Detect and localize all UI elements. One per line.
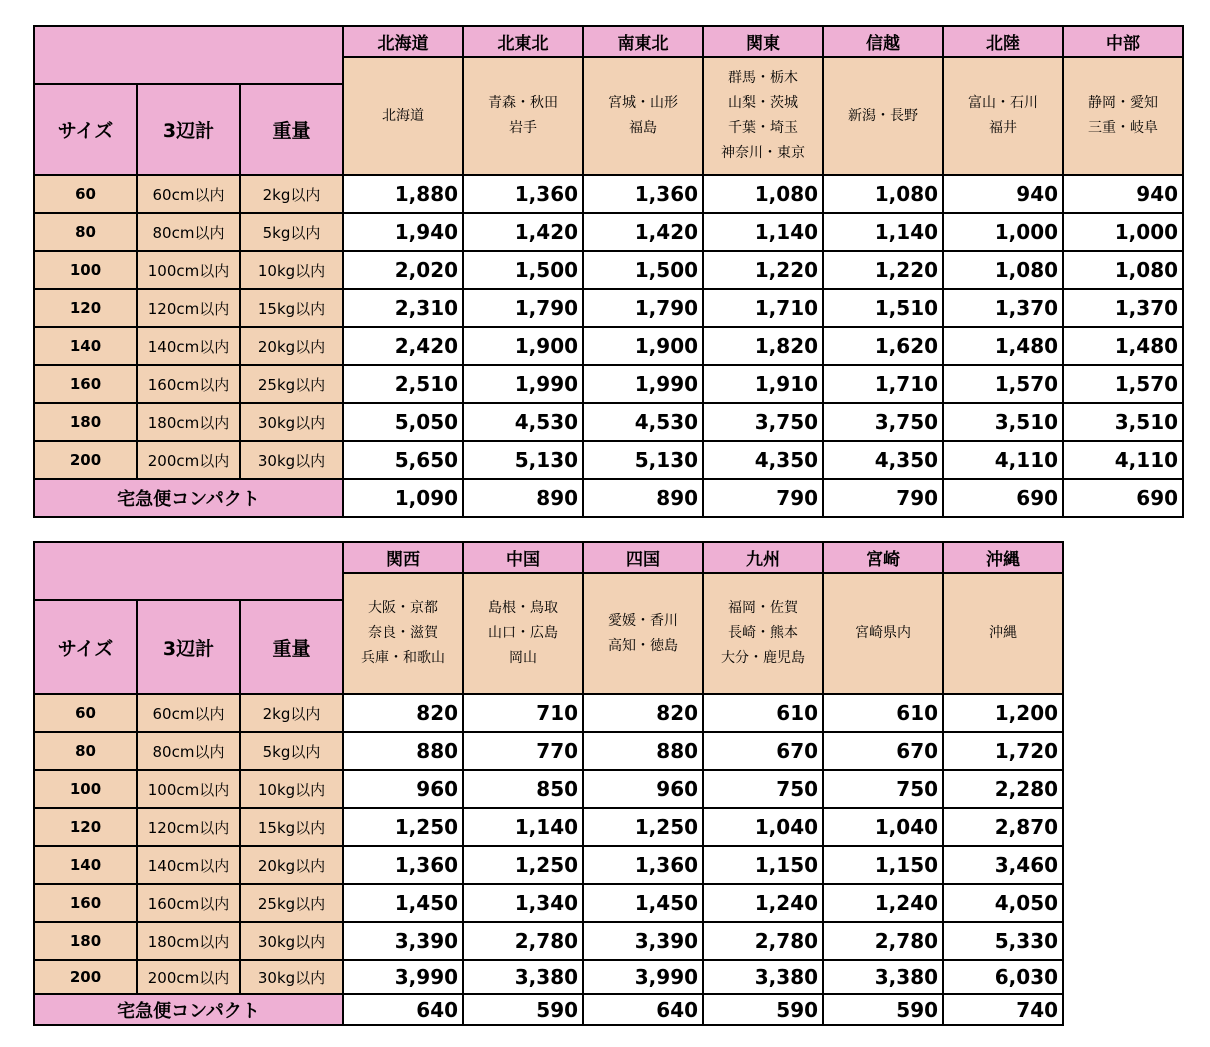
price-cell: 1,710 <box>823 365 943 403</box>
price-cell: 5,650 <box>343 441 463 479</box>
size-cell: 200 <box>34 441 137 479</box>
price-cell: 1,360 <box>583 846 703 884</box>
compact-price-cell: 790 <box>823 479 943 517</box>
price-cell: 2,310 <box>343 289 463 327</box>
price-cell: 1,500 <box>463 251 583 289</box>
price-cell: 1,570 <box>943 365 1063 403</box>
price-cell: 960 <box>583 770 703 808</box>
region-prefectures <box>823 57 943 175</box>
prefecture-line: 神奈川・東京 <box>721 145 806 161</box>
price-cell: 1,620 <box>823 327 943 365</box>
weight-cell: 25kg以内 <box>240 365 343 403</box>
price-cell: 1,000 <box>1063 213 1183 251</box>
dimension-cell: 80cm以内 <box>137 732 240 770</box>
size-cell: 120 <box>34 808 137 846</box>
region-prefectures <box>823 573 943 694</box>
size-cell: 80 <box>34 213 137 251</box>
compact-price-cell: 1,090 <box>343 479 463 517</box>
table-row <box>34 441 1183 479</box>
price-cell: 3,750 <box>703 403 823 441</box>
dimension-cell: 60cm以内 <box>137 694 240 732</box>
price-cell: 1,080 <box>823 175 943 213</box>
compact-label: 宅急便コンパクト <box>34 994 343 1025</box>
weight-header: 重量 <box>240 600 343 694</box>
price-cell: 1,240 <box>823 884 943 922</box>
region-name: 宮崎 <box>823 542 943 573</box>
price-cell: 3,750 <box>823 403 943 441</box>
compact-price-cell: 690 <box>943 479 1063 517</box>
weight-cell: 10kg以内 <box>240 770 343 808</box>
table-row <box>34 808 1063 846</box>
region-name-row <box>34 542 1063 573</box>
table-row <box>34 213 1183 251</box>
weight-cell: 2kg以内 <box>240 694 343 732</box>
region-name: 関西 <box>343 542 463 573</box>
price-cell: 670 <box>823 732 943 770</box>
price-cell: 1,720 <box>943 732 1063 770</box>
header-blank-cell <box>34 542 343 600</box>
size-header: サイズ <box>34 600 137 694</box>
region-prefectures <box>463 573 583 694</box>
price-cell: 3,990 <box>583 960 703 994</box>
weight-cell: 30kg以内 <box>240 441 343 479</box>
prefecture-line: 千葉・埼玉 <box>728 120 799 136</box>
prefecture-line: 岩手 <box>509 120 538 136</box>
price-cell: 1,820 <box>703 327 823 365</box>
price-cell: 4,050 <box>943 884 1063 922</box>
prefecture-line: 島根・鳥取 <box>488 600 559 616</box>
weight-cell: 20kg以内 <box>240 327 343 365</box>
compact-price-cell: 890 <box>463 479 583 517</box>
dimension-cell: 200cm以内 <box>137 960 240 994</box>
prefecture-line: 北海道 <box>382 107 425 124</box>
region-name: 中国 <box>463 542 583 573</box>
rate-table-2 <box>33 541 1064 1026</box>
price-cell: 4,350 <box>823 441 943 479</box>
price-cell: 1,140 <box>823 213 943 251</box>
price-cell: 3,390 <box>343 922 463 960</box>
price-cell: 710 <box>463 694 583 732</box>
price-cell: 1,360 <box>343 846 463 884</box>
price-cell: 5,050 <box>343 403 463 441</box>
compact-price-cell: 790 <box>703 479 823 517</box>
weight-cell: 2kg以内 <box>240 175 343 213</box>
price-cell: 1,990 <box>463 365 583 403</box>
price-cell: 1,710 <box>703 289 823 327</box>
price-cell: 1,150 <box>823 846 943 884</box>
size-cell: 180 <box>34 922 137 960</box>
size-cell: 140 <box>34 846 137 884</box>
dimension-cell: 80cm以内 <box>137 213 240 251</box>
price-cell: 940 <box>943 175 1063 213</box>
table-row <box>34 922 1063 960</box>
prefecture-line: 高知・徳島 <box>608 637 679 654</box>
price-cell: 4,110 <box>943 441 1063 479</box>
dimension-cell: 140cm以内 <box>137 846 240 884</box>
prefecture-line: 青森・秋田 <box>488 95 559 111</box>
dimension-cell: 120cm以内 <box>137 289 240 327</box>
price-cell: 1,220 <box>823 251 943 289</box>
price-cell: 940 <box>1063 175 1183 213</box>
prefecture-line: 山口・広島 <box>488 625 559 641</box>
weight-cell: 30kg以内 <box>240 960 343 994</box>
price-cell: 1,080 <box>943 251 1063 289</box>
compact-label: 宅急便コンパクト <box>34 479 343 517</box>
compact-price-cell: 640 <box>583 994 703 1025</box>
price-cell: 1,500 <box>583 251 703 289</box>
price-cell: 4,110 <box>1063 441 1183 479</box>
price-cell: 1,040 <box>703 808 823 846</box>
dimension-header: 3辺計 <box>137 600 240 694</box>
prefecture-line: 三重・岐阜 <box>1088 120 1159 136</box>
weight-cell: 15kg以内 <box>240 808 343 846</box>
dimension-cell: 180cm以内 <box>137 403 240 441</box>
region-prefectures <box>583 573 703 694</box>
prefecture-line: 兵庫・和歌山 <box>361 650 446 666</box>
price-cell: 1,250 <box>463 846 583 884</box>
price-cell: 3,380 <box>703 960 823 994</box>
dimension-header: 3辺計 <box>137 84 240 175</box>
price-cell: 1,480 <box>1063 327 1183 365</box>
price-cell: 770 <box>463 732 583 770</box>
price-cell: 1,340 <box>463 884 583 922</box>
prefecture-line: 富山・石川 <box>968 95 1039 111</box>
weight-cell: 30kg以内 <box>240 922 343 960</box>
rate-table-1 <box>33 25 1184 518</box>
table-row <box>34 694 1063 732</box>
table-row <box>34 403 1183 441</box>
table-row <box>34 770 1063 808</box>
prefecture-line: 山梨・茨城 <box>728 95 799 111</box>
prefecture-line: 宮崎県内 <box>855 625 912 641</box>
price-cell: 1,480 <box>943 327 1063 365</box>
compact-row <box>34 479 1183 517</box>
price-cell: 3,380 <box>463 960 583 994</box>
price-cell: 1,040 <box>823 808 943 846</box>
price-cell: 850 <box>463 770 583 808</box>
price-cell: 1,250 <box>343 808 463 846</box>
price-cell: 1,150 <box>703 846 823 884</box>
price-cell: 3,460 <box>943 846 1063 884</box>
price-cell: 1,900 <box>583 327 703 365</box>
weight-cell: 10kg以内 <box>240 251 343 289</box>
price-cell: 1,790 <box>463 289 583 327</box>
price-cell: 4,530 <box>583 403 703 441</box>
region-name: 北海道 <box>343 26 463 57</box>
region-prefectures <box>343 57 463 175</box>
price-cell: 880 <box>583 732 703 770</box>
dimension-cell: 160cm以内 <box>137 365 240 403</box>
price-cell: 670 <box>703 732 823 770</box>
table-row <box>34 884 1063 922</box>
price-cell: 2,020 <box>343 251 463 289</box>
compact-row <box>34 994 1063 1025</box>
price-cell: 2,510 <box>343 365 463 403</box>
weight-cell: 30kg以内 <box>240 403 343 441</box>
price-cell: 1,360 <box>583 175 703 213</box>
prefecture-line: 大分・鹿児島 <box>721 650 806 666</box>
price-cell: 1,250 <box>583 808 703 846</box>
price-cell: 1,140 <box>463 808 583 846</box>
price-cell: 2,780 <box>463 922 583 960</box>
price-cell: 3,390 <box>583 922 703 960</box>
region-prefectures <box>703 57 823 175</box>
weight-cell: 5kg以内 <box>240 732 343 770</box>
price-cell: 610 <box>823 694 943 732</box>
dimension-cell: 140cm以内 <box>137 327 240 365</box>
prefecture-line: 奈良・滋賀 <box>368 625 439 641</box>
dimension-cell: 100cm以内 <box>137 770 240 808</box>
price-cell: 1,450 <box>343 884 463 922</box>
table-row <box>34 251 1183 289</box>
price-cell: 1,450 <box>583 884 703 922</box>
region-name: 北陸 <box>943 26 1063 57</box>
region-prefectures <box>943 573 1063 694</box>
table-row <box>34 289 1183 327</box>
prefecture-line: 新潟・長野 <box>848 107 919 124</box>
table-row <box>34 327 1183 365</box>
price-cell: 2,280 <box>943 770 1063 808</box>
price-cell: 2,780 <box>823 922 943 960</box>
region-prefectures <box>943 57 1063 175</box>
price-cell: 4,530 <box>463 403 583 441</box>
price-cell: 5,130 <box>463 441 583 479</box>
price-cell: 750 <box>703 770 823 808</box>
price-cell: 4,350 <box>703 441 823 479</box>
price-cell: 820 <box>343 694 463 732</box>
size-cell: 80 <box>34 732 137 770</box>
prefecture-line: 静岡・愛知 <box>1088 95 1159 111</box>
region-name: 九州 <box>703 542 823 573</box>
region-prefectures <box>1063 57 1183 175</box>
price-cell: 1,140 <box>703 213 823 251</box>
price-cell: 2,420 <box>343 327 463 365</box>
size-cell: 100 <box>34 251 137 289</box>
region-name-row <box>34 26 1183 57</box>
weight-cell: 15kg以内 <box>240 289 343 327</box>
weight-cell: 25kg以内 <box>240 884 343 922</box>
prefecture-line: 大阪・京都 <box>368 600 439 616</box>
region-name: 関東 <box>703 26 823 57</box>
table-row <box>34 846 1063 884</box>
dimension-cell: 120cm以内 <box>137 808 240 846</box>
prefecture-line: 福岡・佐賀 <box>728 600 799 616</box>
weight-cell: 5kg以内 <box>240 213 343 251</box>
price-cell: 6,030 <box>943 960 1063 994</box>
price-cell: 820 <box>583 694 703 732</box>
region-name: 南東北 <box>583 26 703 57</box>
price-cell: 1,420 <box>583 213 703 251</box>
price-cell: 1,940 <box>343 213 463 251</box>
prefecture-line: 宮城・山形 <box>608 95 679 111</box>
price-cell: 1,900 <box>463 327 583 365</box>
price-cell: 880 <box>343 732 463 770</box>
price-cell: 5,330 <box>943 922 1063 960</box>
table-row <box>34 175 1183 213</box>
size-cell: 60 <box>34 694 137 732</box>
prefecture-line: 沖縄 <box>989 625 1018 641</box>
price-cell: 2,870 <box>943 808 1063 846</box>
dimension-cell: 60cm以内 <box>137 175 240 213</box>
size-cell: 120 <box>34 289 137 327</box>
header-blank-cell <box>34 26 343 84</box>
table-row <box>34 960 1063 994</box>
size-cell: 160 <box>34 884 137 922</box>
prefecture-line: 長崎・熊本 <box>728 625 799 641</box>
prefecture-line: 岡山 <box>509 650 538 666</box>
table-row <box>34 732 1063 770</box>
dimension-cell: 100cm以内 <box>137 251 240 289</box>
region-name: 北東北 <box>463 26 583 57</box>
size-header: サイズ <box>34 84 137 175</box>
price-cell: 750 <box>823 770 943 808</box>
price-cell: 960 <box>343 770 463 808</box>
compact-price-cell: 690 <box>1063 479 1183 517</box>
price-cell: 1,370 <box>943 289 1063 327</box>
price-cell: 1,510 <box>823 289 943 327</box>
price-cell: 2,780 <box>703 922 823 960</box>
weight-header: 重量 <box>240 84 343 175</box>
region-prefectures <box>463 57 583 175</box>
price-cell: 610 <box>703 694 823 732</box>
price-cell: 1,360 <box>463 175 583 213</box>
weight-cell: 20kg以内 <box>240 846 343 884</box>
price-cell: 1,220 <box>703 251 823 289</box>
price-cell: 1,370 <box>1063 289 1183 327</box>
dimension-cell: 200cm以内 <box>137 441 240 479</box>
prefecture-line: 群馬・栃木 <box>728 70 799 86</box>
price-cell: 1,790 <box>583 289 703 327</box>
compact-price-cell: 590 <box>823 994 943 1025</box>
region-prefectures <box>703 573 823 694</box>
size-cell: 200 <box>34 960 137 994</box>
region-prefectures <box>583 57 703 175</box>
price-cell: 3,380 <box>823 960 943 994</box>
price-cell: 5,130 <box>583 441 703 479</box>
prefecture-line: 福島 <box>629 120 658 136</box>
prefecture-line: 福井 <box>989 120 1018 136</box>
price-cell: 1,200 <box>943 694 1063 732</box>
price-cell: 3,990 <box>343 960 463 994</box>
size-cell: 160 <box>34 365 137 403</box>
region-name: 四国 <box>583 542 703 573</box>
compact-price-cell: 890 <box>583 479 703 517</box>
size-cell: 180 <box>34 403 137 441</box>
price-cell: 1,990 <box>583 365 703 403</box>
price-cell: 1,240 <box>703 884 823 922</box>
compact-price-cell: 590 <box>703 994 823 1025</box>
compact-price-cell: 640 <box>343 994 463 1025</box>
region-prefectures <box>343 573 463 694</box>
region-name: 信越 <box>823 26 943 57</box>
compact-price-cell: 590 <box>463 994 583 1025</box>
price-cell: 1,570 <box>1063 365 1183 403</box>
size-cell: 100 <box>34 770 137 808</box>
price-cell: 1,080 <box>703 175 823 213</box>
price-cell: 1,880 <box>343 175 463 213</box>
price-cell: 3,510 <box>943 403 1063 441</box>
region-name: 沖縄 <box>943 542 1063 573</box>
compact-price-cell: 740 <box>943 994 1063 1025</box>
prefecture-line: 愛媛・香川 <box>608 612 679 629</box>
table-row <box>34 365 1183 403</box>
price-cell: 1,080 <box>1063 251 1183 289</box>
price-cell: 1,000 <box>943 213 1063 251</box>
price-cell: 3,510 <box>1063 403 1183 441</box>
dimension-cell: 160cm以内 <box>137 884 240 922</box>
price-cell: 1,420 <box>463 213 583 251</box>
size-cell: 140 <box>34 327 137 365</box>
price-cell: 1,910 <box>703 365 823 403</box>
size-cell: 60 <box>34 175 137 213</box>
region-name: 中部 <box>1063 26 1183 57</box>
dimension-cell: 180cm以内 <box>137 922 240 960</box>
